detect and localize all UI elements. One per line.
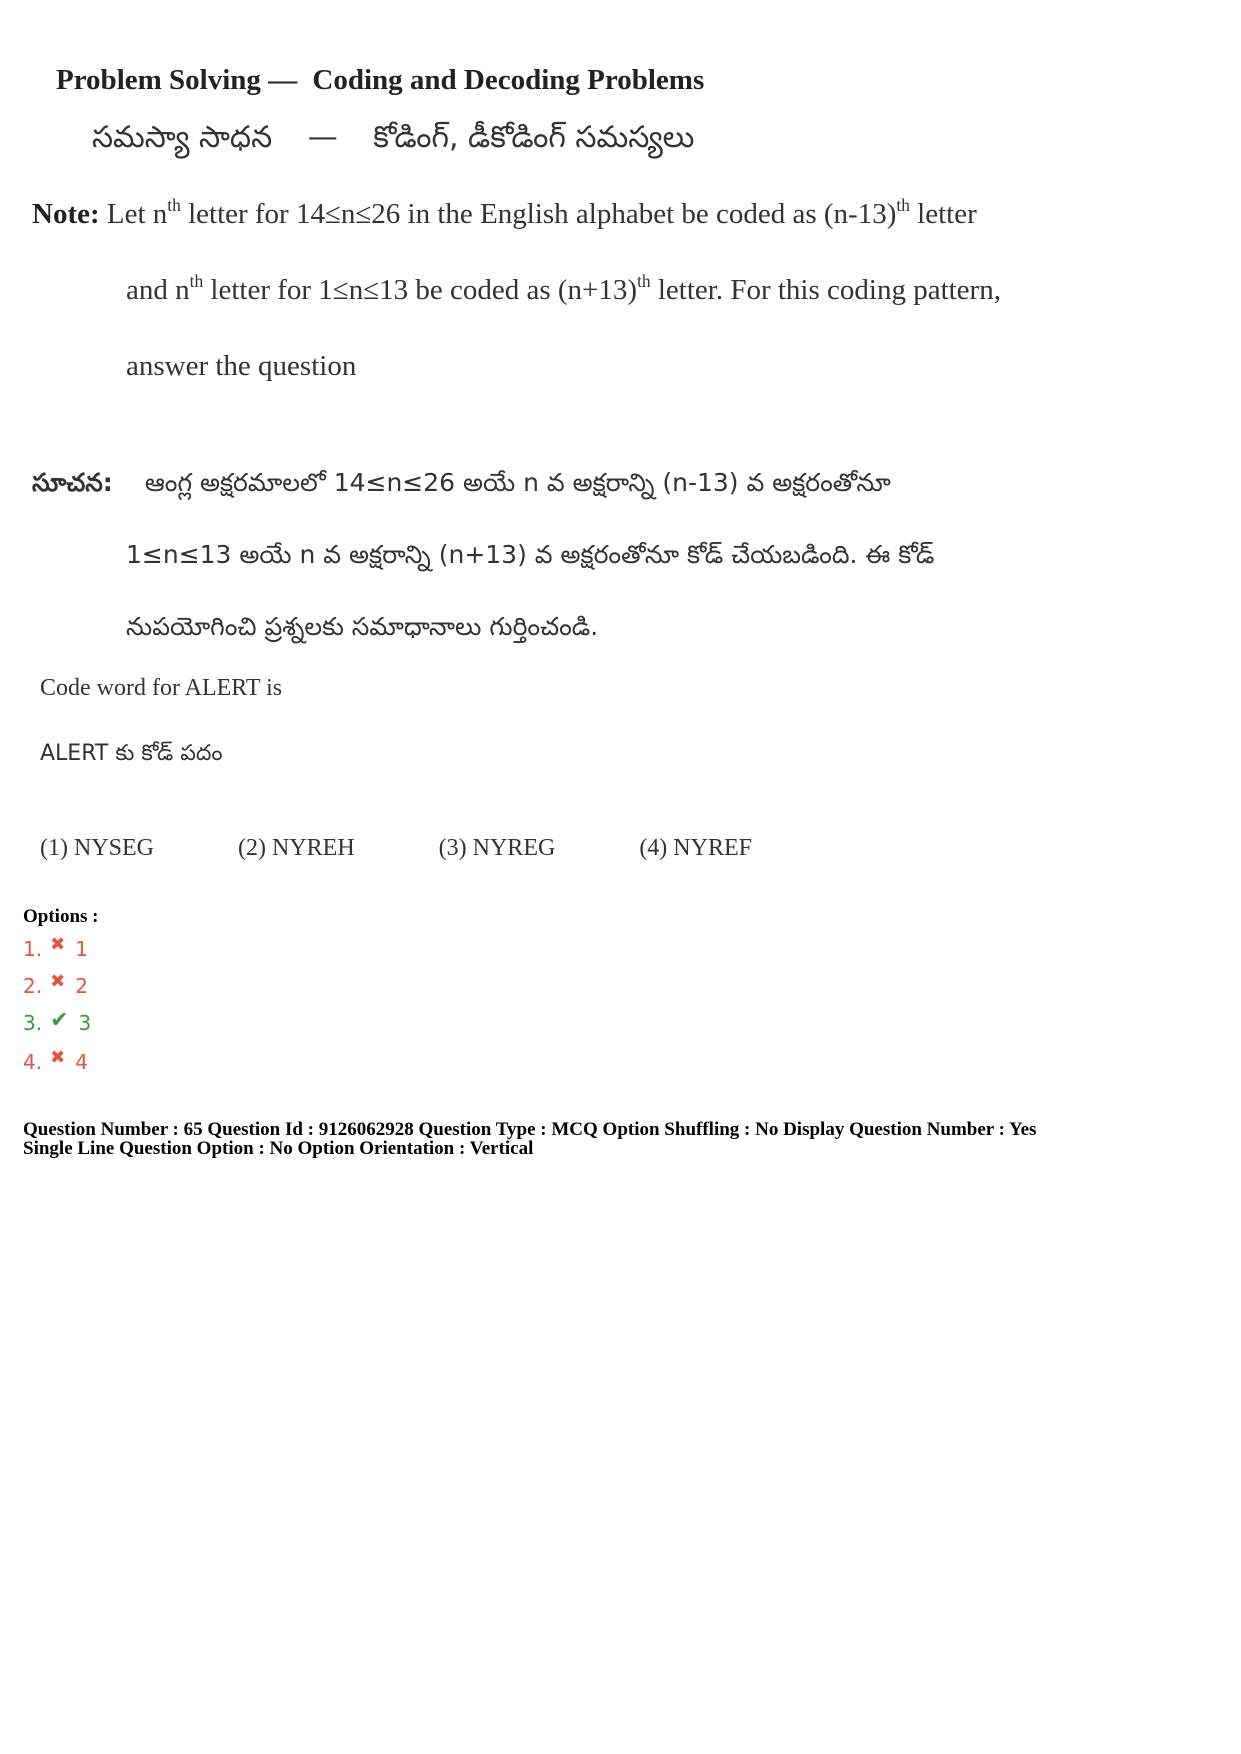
option-number: 3. [23,1011,43,1035]
option-value: 1 [75,937,88,961]
option-value: 3 [78,1011,92,1035]
options-title: Options : [23,906,99,927]
question-text: Code word for ALERT is [40,675,283,701]
note-te-line-3: నుపయోగించి ప్రశ్నలకు సమాధానాలు గుర్తించండి. [126,612,599,641]
note-text: letter for 1≤n≤13 be coded as (n+13) [203,274,638,306]
superscript: th [637,270,651,291]
superscript: th [167,194,181,215]
note-line-3: answer the question [126,350,357,382]
superscript: th [189,270,204,291]
cross-icon: ✖ [50,971,66,992]
title-en-left: Problem Solving [56,64,261,96]
option-value: 4 [75,1050,88,1074]
superscript: th [896,194,910,215]
question-meta-line-2: Single Line Question Option : No Option Orientation : Vertical [23,1138,534,1159]
note-label: Note: [32,198,100,230]
option-3 [23,1008,92,1036]
page-title-telugu [92,120,694,162]
choice-4: (4) NYREF [639,835,752,861]
note-text: letter [909,198,977,230]
note-line-1 [32,194,977,231]
title-dash: — [268,64,298,96]
option-4 [23,1047,88,1074]
option-value: 2 [75,974,88,998]
check-icon: ✔ [50,1008,69,1033]
cross-icon: ✖ [50,934,66,955]
choice-2: (2) NYREH [238,835,355,861]
title-te-right: కోడింగ్, డీకోడింగ్ సమస్యలు [373,120,695,155]
question-choices [40,835,830,862]
note-te-text: ఆంగ్ల అక్షరమాలలో 14≤n≤26 అయే n వ అక్షరాన్ని (n-13) వ అక్షరంతోనూ [144,468,891,497]
option-number: 2. [23,974,43,998]
option-number: 4. [23,1050,43,1074]
choice-3: (3) NYREG [438,835,556,861]
note-text: and n [126,274,190,306]
question-te: ALERT కు కోడ్ పదం [40,741,223,766]
note-te-line-2: 1≤n≤13 అయే n వ అక్షరాన్ని (n+13) వ అక్షరంతోనూ కోడ్ చేయబడింది. ఈ కోడ్ [126,540,935,569]
note-te-label: సూచన: [32,468,113,497]
option-2 [23,971,88,998]
cross-icon: ✖ [50,1047,66,1068]
question-text-telugu [40,740,223,771]
title-te-dash: — [307,120,338,155]
choice-1: (1) NYSEG [40,835,154,861]
note-text: letter for 14≤n≤26 in the English alphabet be coded as (n-13) [180,198,897,230]
page-title [56,64,704,97]
option-number: 1. [23,937,43,961]
note-text: Let n [106,198,168,230]
option-1 [23,934,88,961]
question-meta-line-1: Question Number : 65 Question Id : 9126062928 Question Type : MCQ Option Shuffling : No Display Question Number : Yes [23,1119,1037,1140]
note-te-line-1 [32,468,891,504]
title-en-right: Coding and Decoding Problems [312,64,705,96]
note-line-2 [126,270,1001,307]
note-text: letter. For this coding pattern, [650,274,1001,306]
title-te-left: సమస్యా సాధన [92,120,273,155]
